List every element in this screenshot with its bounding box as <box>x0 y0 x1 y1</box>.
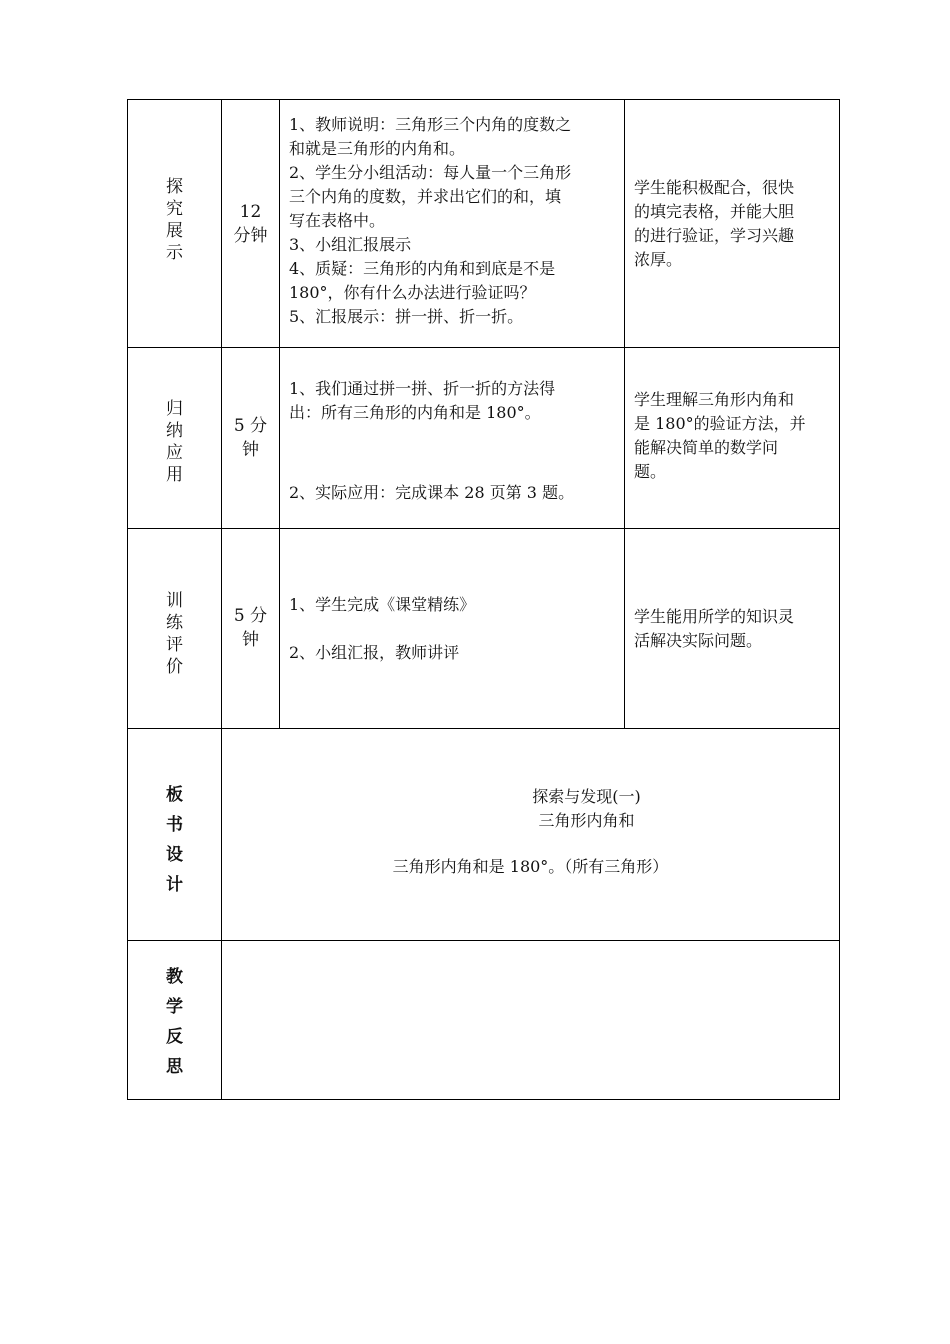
activity-line: 5、汇报展示：拼一拼、折一折。 <box>289 307 524 326</box>
label-char: 教 <box>166 967 183 987</box>
stage-time <box>222 604 279 652</box>
label-char: 究 <box>166 199 183 219</box>
table-border-right <box>839 99 840 1100</box>
board-line: 三角形内角和是 180°。（所有三角形） <box>392 857 669 876</box>
activity-line: 4、质疑：三角形的内角和到底是不是 <box>289 259 556 278</box>
stage-label <box>128 176 221 264</box>
board-line: 探索与发现(一) <box>532 787 641 806</box>
time-line: 分钟 <box>233 226 268 246</box>
activity-cell <box>280 593 624 665</box>
activity-line: 1、教师说明：三角形三个内角的度数之 <box>289 115 572 134</box>
effect-cell <box>625 388 839 484</box>
row-divider <box>127 728 840 729</box>
label-char: 思 <box>166 1057 183 1077</box>
effect-line: 能解决简单的数学问 <box>634 438 779 457</box>
activity-line: 和就是三角形的内角和。 <box>289 139 466 158</box>
time-line: 钟 <box>242 630 259 650</box>
time-line: 5 分 <box>233 416 268 436</box>
board-line <box>222 833 839 855</box>
activity-line: 1、学生完成《课堂精练》 <box>289 595 476 614</box>
activity-cell <box>280 377 624 505</box>
label-char: 价 <box>166 657 183 677</box>
row-divider <box>127 528 840 529</box>
board-label <box>128 780 221 900</box>
row-divider <box>127 347 840 348</box>
effect-line: 活解决实际问题。 <box>634 631 763 650</box>
activity-line <box>289 425 618 449</box>
effect-cell <box>625 176 839 272</box>
label-char: 反 <box>166 1027 183 1047</box>
effect-line: 学生能积极配合，很快 <box>634 178 795 197</box>
label-char: 展 <box>166 221 183 241</box>
activity-line: 1、我们通过拼一拼、折一折的方法得 <box>289 379 556 398</box>
activity-line <box>289 449 618 481</box>
table-border-bottom <box>127 1099 840 1100</box>
label-char: 纳 <box>166 421 183 441</box>
time-line: 5 分 <box>233 606 268 626</box>
activity-line: 写在表格中。 <box>289 211 386 230</box>
activity-line: 2、学生分小组活动：每人量一个三角形 <box>289 163 572 182</box>
activity-line: 三个内角的度数，并求出它们的和，填 <box>289 187 562 206</box>
label-char: 训 <box>166 591 183 611</box>
reflection-label <box>128 962 221 1082</box>
stage-time <box>222 200 279 248</box>
effect-cell <box>625 605 839 653</box>
activity-line: 3、小组汇报展示 <box>289 235 412 254</box>
activity-line: 出：所有三角形的内角和是 180°。 <box>289 403 541 422</box>
effect-line: 学生能用所学的知识灵 <box>634 607 795 626</box>
label-char: 计 <box>166 875 183 895</box>
stage-label <box>128 398 221 486</box>
effect-line: 的填完表格，并能大胆 <box>634 202 795 221</box>
effect-line: 学生理解三角形内角和 <box>634 390 795 409</box>
label-char: 学 <box>166 997 183 1017</box>
activity-cell <box>280 113 624 329</box>
label-char: 归 <box>166 399 183 419</box>
activity-line: 2、实际应用：完成课本 28 页第 3 题。 <box>289 483 575 502</box>
label-char: 用 <box>166 465 183 485</box>
board-design-cell <box>222 785 839 879</box>
board-line: 三角形内角和 <box>538 811 635 830</box>
label-char: 书 <box>166 815 183 835</box>
label-char: 应 <box>166 443 183 463</box>
time-line: 钟 <box>242 440 259 460</box>
reflection-cell <box>222 941 839 1099</box>
effect-line: 题。 <box>634 462 667 481</box>
label-char: 设 <box>166 845 183 865</box>
activity-line: 180°，你有什么办法进行验证吗？ <box>289 283 536 302</box>
label-char: 板 <box>166 785 183 805</box>
label-char: 评 <box>166 635 183 655</box>
stage-time <box>222 414 279 462</box>
time-line: 12 <box>239 202 262 222</box>
activity-line: 2、小组汇报，教师讲评 <box>289 643 460 662</box>
label-char: 示 <box>166 243 183 263</box>
label-char: 练 <box>166 613 183 633</box>
label-char: 探 <box>166 177 183 197</box>
activity-line <box>289 617 618 641</box>
effect-line: 是 180°的验证方法，并 <box>634 414 806 433</box>
table-border-top <box>127 99 840 100</box>
effect-line: 浓厚。 <box>634 250 683 269</box>
stage-label <box>128 590 221 678</box>
effect-line: 的进行验证，学习兴趣 <box>634 226 795 245</box>
